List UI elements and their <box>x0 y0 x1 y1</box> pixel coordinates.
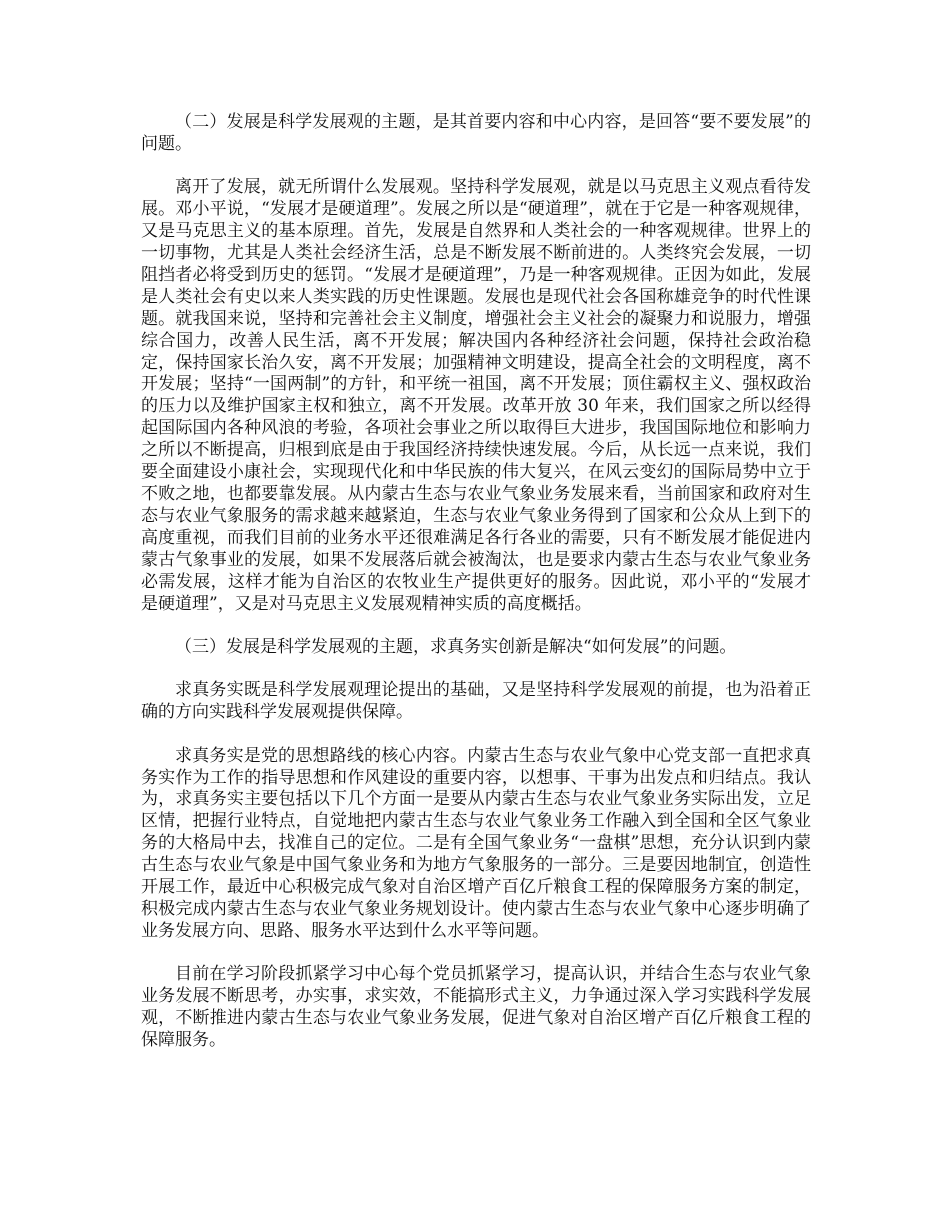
body-paragraph-2: 求真务实既是科学发展观理论提出的基础，又是坚持科学发展观的前提，也为沿着正确的方向实践科学发展观提供保障。 <box>141 680 811 723</box>
body-paragraph-4: 目前在学习阶段抓紧学习中心每个党员抓紧学习，提高认识，并结合生态与农业气象业务发展不断思考，办实事，求实效，不能搞形式主义，力争通过深入学习实践科学发展观，不断推进内蒙古生态与农业气象业务发展，促进气象对自治区增产百亿斤粮食工程的保障服务。 <box>141 964 811 1051</box>
body-paragraph-3: 求真务实是党的思想路线的核心内容。内蒙古生态与农业气象中心党支部一直把求真务实作为工作的指导思想和作风建设的重要内容，以想事、干事为出发点和归结点。我认为，求真务实主要包括以下几个方面一是要从内蒙古生态与农业气象业务实际出发，立足区情，把握行业特点，自觉地把内蒙古生态与农业气象业务工作融入到全国和全区气象业务的大格局中去，找准自己的定位。二是有全国气象业务“一盘棋”思想，充分认识到内蒙古生态与农业气象是中国气象业务和为地方气象服务的一部分。三是要因地制宜，创造性开展工作，最近中心积极完成气象对自治区增产百亿斤粮食工程的保障服务方案的制定，积极完成内蒙古生态与农业气象业务规划设计。使内蒙古生态与农业气象中心逐步明确了业务发展方向、思路、服务水平达到什么水平等问题。 <box>141 745 811 941</box>
section-heading-3: （三）发展是科学发展观的主题，求真务实创新是解决“如何发展”的问题。 <box>175 636 737 657</box>
section-heading-2: （二）发展是科学发展观的主题，是其首要内容和中心内容，是回答“要不要发展”的问题。 <box>141 112 811 154</box>
body-paragraph-1: 离开了发展，就无所谓什么发展观。坚持科学发展观，就是以马克思主义观点看待发展。邓小平说，“发展才是硬道理”。发展之所以是“硬道理”，就在于它是一种客观规律，又是马克思主义的基本原理。首先，发展是自然界和人类社会的一种客观规律。世界上的一切事物，尤其是人类社会经济生活，总是不断发展不断前进的。人类终究会发展，一切阻挡者必将受到历史的惩罚。“发展才是硬道理”，乃是一种客观规律。正因为如此，发展是人类社会有史以来人类实践的历史性课题。发展也是现代社会各国称雄竞争的时代性课题。就我国来说，坚持和完善社会主义制度，增强社会主义社会的凝聚力和说服力，增强综合国力，改善人民生活，离不开发展；解决国内各种经济社会问题，保持社会政治稳定，保持国家长治久安，离不开发展；加强精神文明建设，提高全社会的文明程度，离不开发展；坚持“一国两制”的方针，和平统一祖国，离不开发展；顶住霸权主义、强权政治的压力以及维护国家主权和独立，离不开发展。改革开放 30 年来，我们国家之所以经得起国际国内各种风浪的考验，各项社会事业之所以取得巨大进步，我国国际地位和影响力之所以不断提高，归根到底是由于我国经济持续快速发展。今后，从长远一点来说，我们要全面建设小康社会，实现现代化和中华民族的伟大复兴，在风云变幻的国际局势中立于不败之地，也都要靠发展。从内蒙古生态与农业气象业务发展来看，当前国家和政府对生态与农业气象服务的需求越来越紧迫，生态与农业气象业务得到了国家和公众从上到下的高度重视，而我们目前的业务水平还很难满足各行各业的需要，只有不断发展才能促进内蒙古气象事业的发展，如果不发展落后就会被淘汰，也是要求内蒙古生态与农业气象业务必需发展，这样才能为自治区的农牧业生产提供更好的服务。因此说，邓小平的“发展才是硬道理”，又是对马克思主义发展观精神实质的高度概括。 <box>141 177 811 614</box>
document-body <box>141 112 811 1073</box>
